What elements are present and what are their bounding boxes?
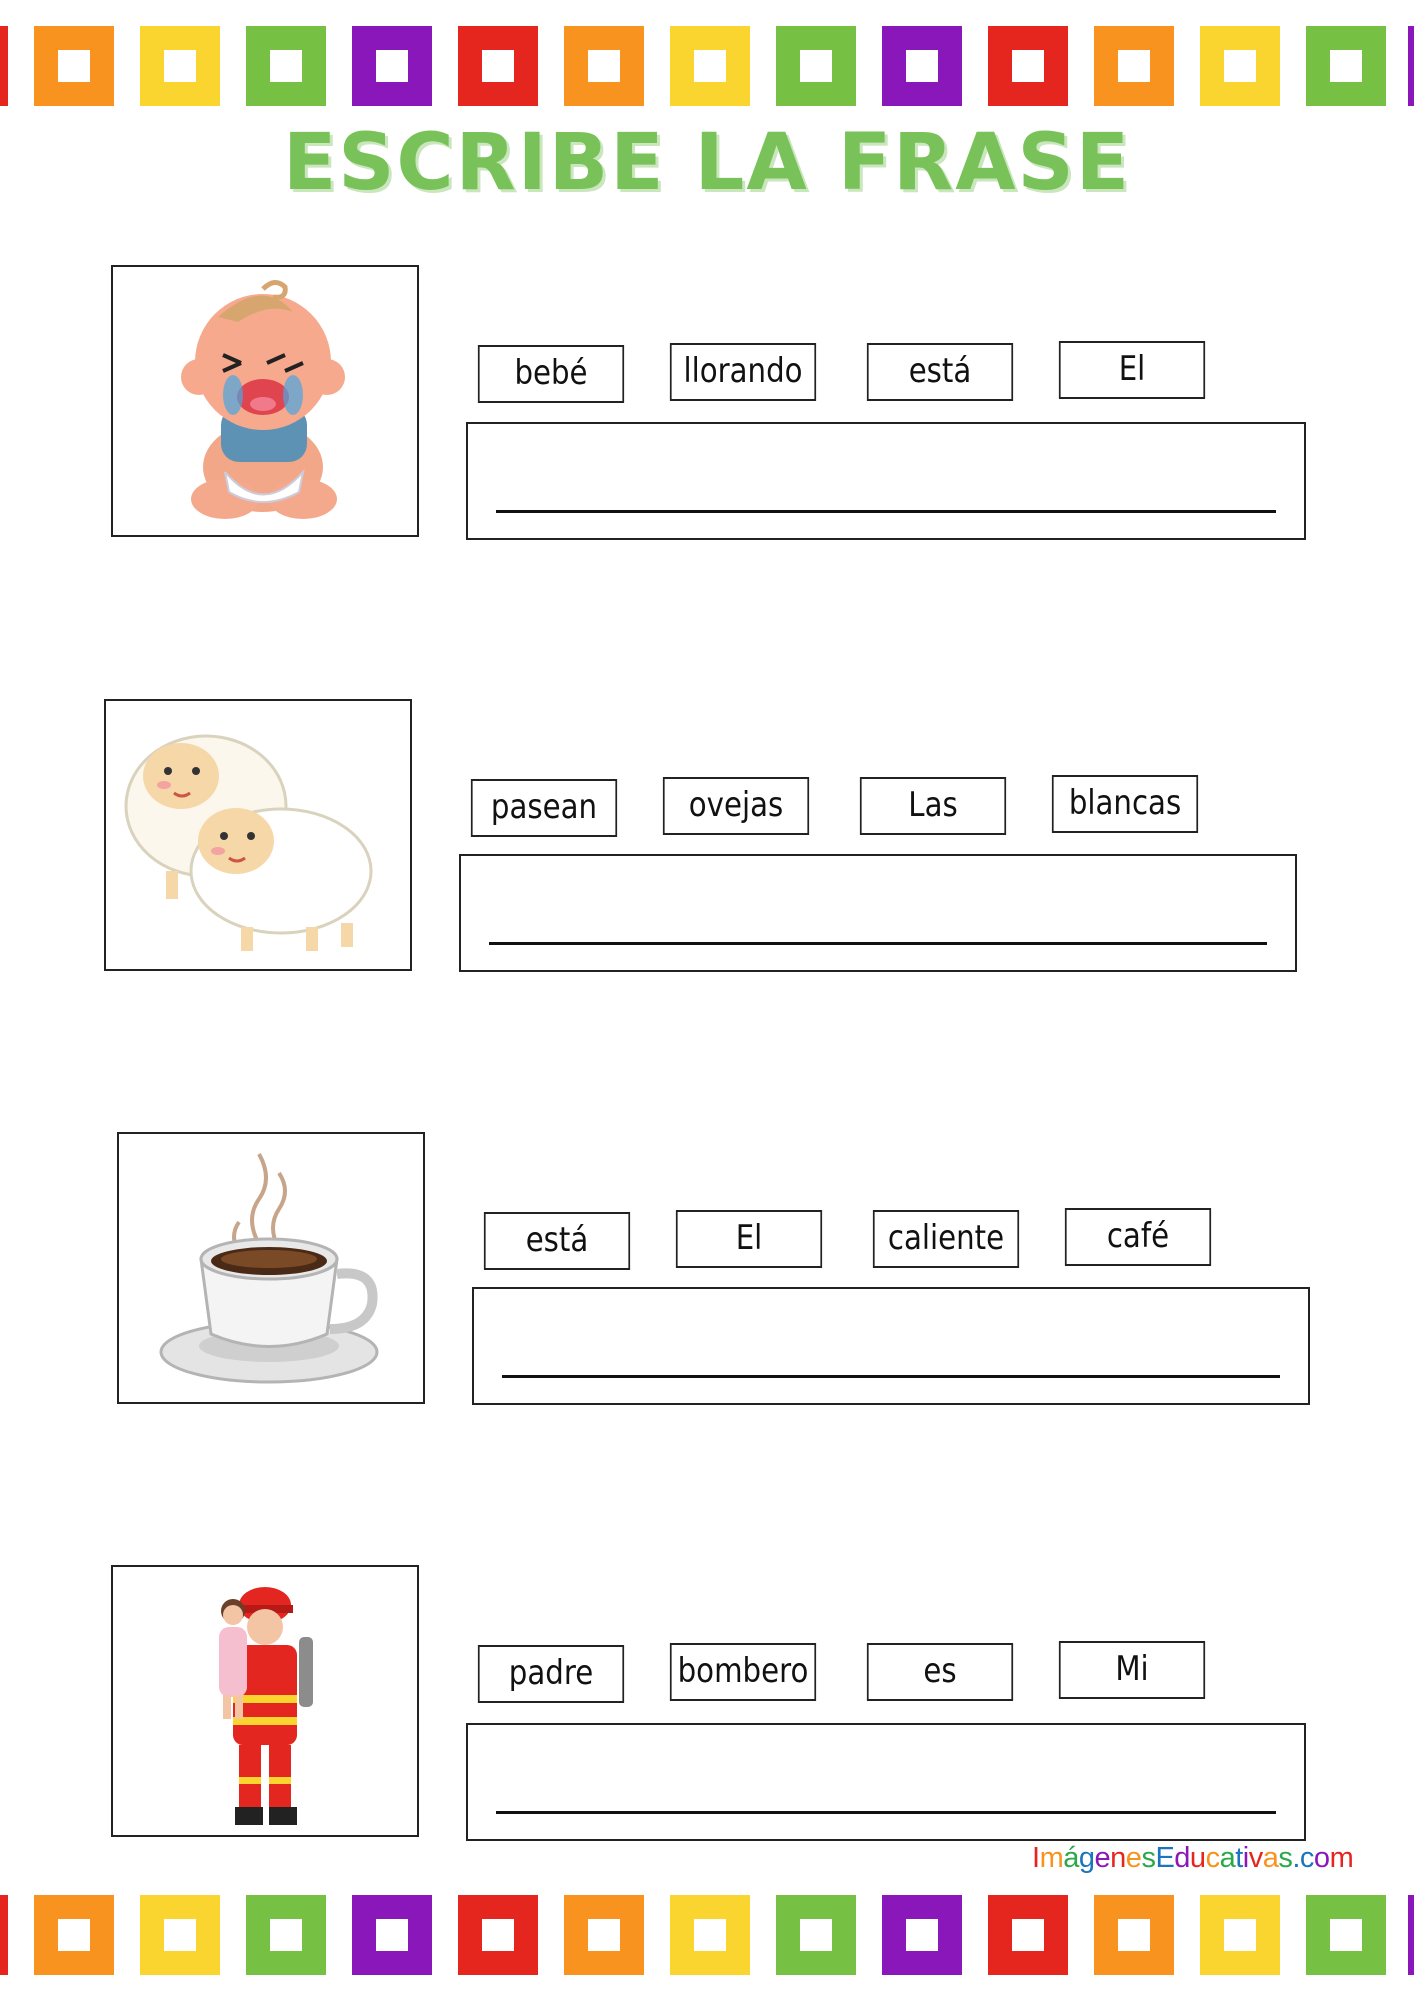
word-tile[interactable]: bombero	[670, 1643, 816, 1701]
border-tile	[1306, 26, 1386, 106]
border-tile	[140, 26, 220, 106]
answer-box[interactable]	[466, 422, 1306, 540]
page-title: ESCRIBE LA FRASE	[282, 118, 1132, 208]
border-tile	[988, 26, 1068, 106]
border-tile-hole	[270, 1919, 302, 1951]
border-tile	[1094, 26, 1174, 106]
credit-letter: m	[1039, 1842, 1064, 1874]
word-tile[interactable]: ovejas	[663, 777, 809, 835]
credit-letter: n	[1110, 1842, 1126, 1874]
top-border-strip	[0, 26, 1414, 106]
border-tile	[776, 26, 856, 106]
word-tile[interactable]: blancas	[1052, 775, 1198, 833]
border-tile	[882, 26, 962, 106]
word-tile[interactable]: está	[867, 343, 1013, 401]
word-tile[interactable]: El	[1059, 341, 1205, 399]
word-tile[interactable]: bebé	[478, 345, 624, 403]
credit-letter: a	[1262, 1842, 1279, 1874]
credit-letter: d	[1174, 1842, 1190, 1874]
credit-letter: o	[1313, 1842, 1330, 1874]
border-tile-hole	[906, 50, 938, 82]
border-tile	[458, 1895, 538, 1975]
site-credit	[1032, 1842, 1402, 1875]
border-tile	[458, 26, 538, 106]
credit-letter: E	[1155, 1842, 1175, 1874]
border-tile	[988, 1895, 1068, 1975]
exercise-row-3	[0, 1132, 1414, 1412]
credit-letter: I	[1032, 1842, 1040, 1874]
credit-letter: e	[1094, 1842, 1111, 1874]
border-tile	[1408, 26, 1414, 106]
border-tile	[140, 1895, 220, 1975]
border-tile-hole	[58, 50, 90, 82]
border-tile-hole	[1118, 50, 1150, 82]
border-tile	[34, 26, 114, 106]
border-tile-hole	[164, 50, 196, 82]
border-tile-hole	[482, 1919, 514, 1951]
border-tile-hole	[1224, 50, 1256, 82]
border-tile-hole	[906, 1919, 938, 1951]
credit-letter: c	[1205, 1842, 1220, 1874]
credit-letter: t	[1235, 1842, 1243, 1874]
word-tile[interactable]: café	[1065, 1208, 1211, 1266]
answer-box[interactable]	[459, 854, 1297, 972]
answer-box[interactable]	[466, 1723, 1306, 1841]
exercise-row-2	[0, 699, 1414, 979]
border-tile-hole	[694, 50, 726, 82]
border-tile-hole	[270, 50, 302, 82]
credit-letter: c	[1299, 1842, 1314, 1874]
border-tile	[1408, 1895, 1414, 1975]
writing-line	[496, 510, 1276, 513]
bottom-border-strip	[0, 1895, 1414, 1975]
border-tile	[1200, 1895, 1280, 1975]
border-tile-hole	[588, 50, 620, 82]
border-tile	[1306, 1895, 1386, 1975]
border-tile-hole	[164, 1919, 196, 1951]
word-tile[interactable]: El	[676, 1210, 822, 1268]
border-tile-hole	[694, 1919, 726, 1951]
exercise-row-1	[0, 265, 1414, 545]
credit-letter: i	[1242, 1842, 1249, 1874]
border-tile-hole	[588, 1919, 620, 1951]
border-tile-hole	[58, 1919, 90, 1951]
border-tile	[670, 1895, 750, 1975]
writing-line	[489, 942, 1267, 945]
credit-letter: g	[1078, 1842, 1095, 1874]
border-tile	[564, 26, 644, 106]
word-tile[interactable]: está	[484, 1212, 630, 1270]
border-tile	[34, 1895, 114, 1975]
credit-letter: e	[1125, 1842, 1142, 1874]
crying-baby-icon	[111, 265, 419, 537]
word-tile[interactable]: es	[867, 1643, 1013, 1701]
border-tile	[0, 26, 8, 106]
border-tile-hole	[800, 50, 832, 82]
credit-letter: v	[1248, 1842, 1263, 1874]
border-tile-hole	[376, 50, 408, 82]
credit-letter: u	[1189, 1842, 1206, 1874]
border-tile-hole	[1330, 50, 1362, 82]
word-tile[interactable]: llorando	[670, 343, 816, 401]
credit-letter: a	[1219, 1842, 1236, 1874]
border-tile-hole	[1224, 1919, 1256, 1951]
border-tile	[352, 1895, 432, 1975]
border-tile-hole	[800, 1919, 832, 1951]
border-tile	[246, 26, 326, 106]
border-tile-hole	[376, 1919, 408, 1951]
answer-box[interactable]	[472, 1287, 1310, 1405]
credit-letter: s	[1141, 1842, 1156, 1874]
word-tile[interactable]: pasean	[471, 779, 617, 837]
exercise-row-4	[0, 1565, 1414, 1845]
border-tile	[670, 26, 750, 106]
border-tile	[246, 1895, 326, 1975]
credit-letter: á	[1063, 1842, 1079, 1874]
credit-letter: s	[1278, 1842, 1293, 1874]
border-tile-hole	[1118, 1919, 1150, 1951]
word-tile[interactable]: padre	[478, 1645, 624, 1703]
writing-line	[502, 1375, 1280, 1378]
border-tile	[1094, 1895, 1174, 1975]
border-tile	[564, 1895, 644, 1975]
word-tile[interactable]: Mi	[1059, 1641, 1205, 1699]
word-tile[interactable]: Las	[860, 777, 1006, 835]
border-tile-hole	[1012, 1919, 1044, 1951]
border-tile	[882, 1895, 962, 1975]
border-tile	[776, 1895, 856, 1975]
border-tile	[1200, 26, 1280, 106]
border-tile	[0, 1895, 8, 1975]
firefighter-icon	[111, 1565, 419, 1837]
coffee-cup-icon	[117, 1132, 425, 1404]
word-tile[interactable]: caliente	[873, 1210, 1019, 1268]
credit-letter: m	[1329, 1842, 1354, 1874]
border-tile-hole	[1012, 50, 1044, 82]
border-tile-hole	[1330, 1919, 1362, 1951]
border-tile	[352, 26, 432, 106]
sheep-icon	[104, 699, 412, 971]
border-tile-hole	[482, 50, 514, 82]
credit-letter: .	[1292, 1842, 1300, 1874]
writing-line	[496, 1811, 1276, 1814]
